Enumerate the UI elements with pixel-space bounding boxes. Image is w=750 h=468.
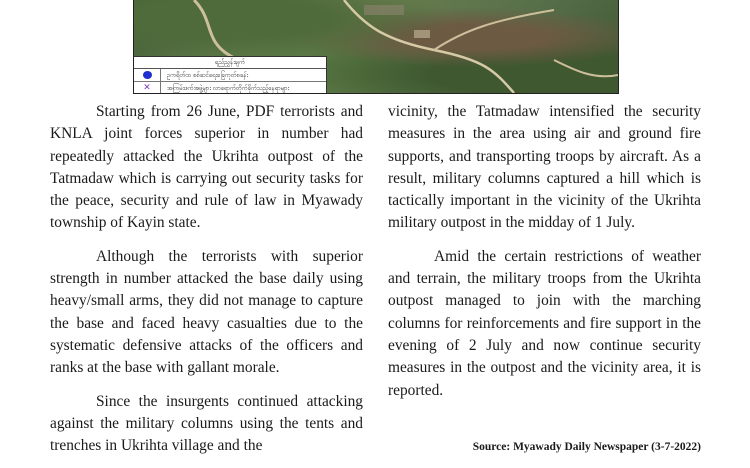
- legend-label: အကြမ်းဖက်အဖွဲ့များ လာရောက်တိုက်ခိုက်သည့်နေရာများ: [167, 84, 290, 92]
- article-left-column: [50, 101, 363, 468]
- paragraph: Although the terrorists with superior strength in number attacked the base daily using heavy/small arms, they did not manage to capture the base and faced heavy casualties due to the systematic defensive attacks of the officers and ranks at the base with gallant morale.: [50, 247, 363, 377]
- legend-item: [134, 69, 326, 82]
- map-legend: [134, 56, 327, 94]
- source-credit: Source: Myawady Daily Newspaper (3-7-2022): [472, 441, 701, 453]
- paragraph: Amid the certain restrictions of weather and terrain, the military troops from the Ukrihta outpost managed to join with the marching columns for reinforcements and fire support in the evening of 2 July and now continue security measures in the outpost and the vicinity area, it is reported.: [388, 247, 701, 399]
- paragraph: Since the insurgents continued attacking against the military columns using the tents and trenches in Ukrihta village and the: [50, 392, 363, 455]
- legend-label: ဥကရိတ်ထ စစ်ဆင်ရေးခြေကုတ်စခန်း: [167, 71, 249, 79]
- paragraph: Starting from 26 June, PDF terrorists and KNLA joint forces superior in number had repeatedly attacked the Ukrihta outpost of the Tatmadaw which is carrying out security tasks for the peace, security and rule of law in Myawady township of Kayin state.: [50, 103, 363, 232]
- purple-cross-icon: ✕: [143, 82, 151, 93]
- legend-item: [134, 82, 326, 94]
- legend-title: ရည်ညွှန်းချက်: [134, 57, 326, 69]
- map-image: [133, 0, 619, 94]
- blue-dot-icon: [143, 71, 152, 79]
- paragraph: vicinity, the Tatmadaw intensified the security measures in the area using air and ground fire supports, and transporting troops by aircraft. As a result, military columns captured a hill which is tactically important in the vicinity of the Ukrihta military outpost in the midday of 1 July.: [388, 103, 701, 232]
- article-right-column: [388, 101, 701, 413]
